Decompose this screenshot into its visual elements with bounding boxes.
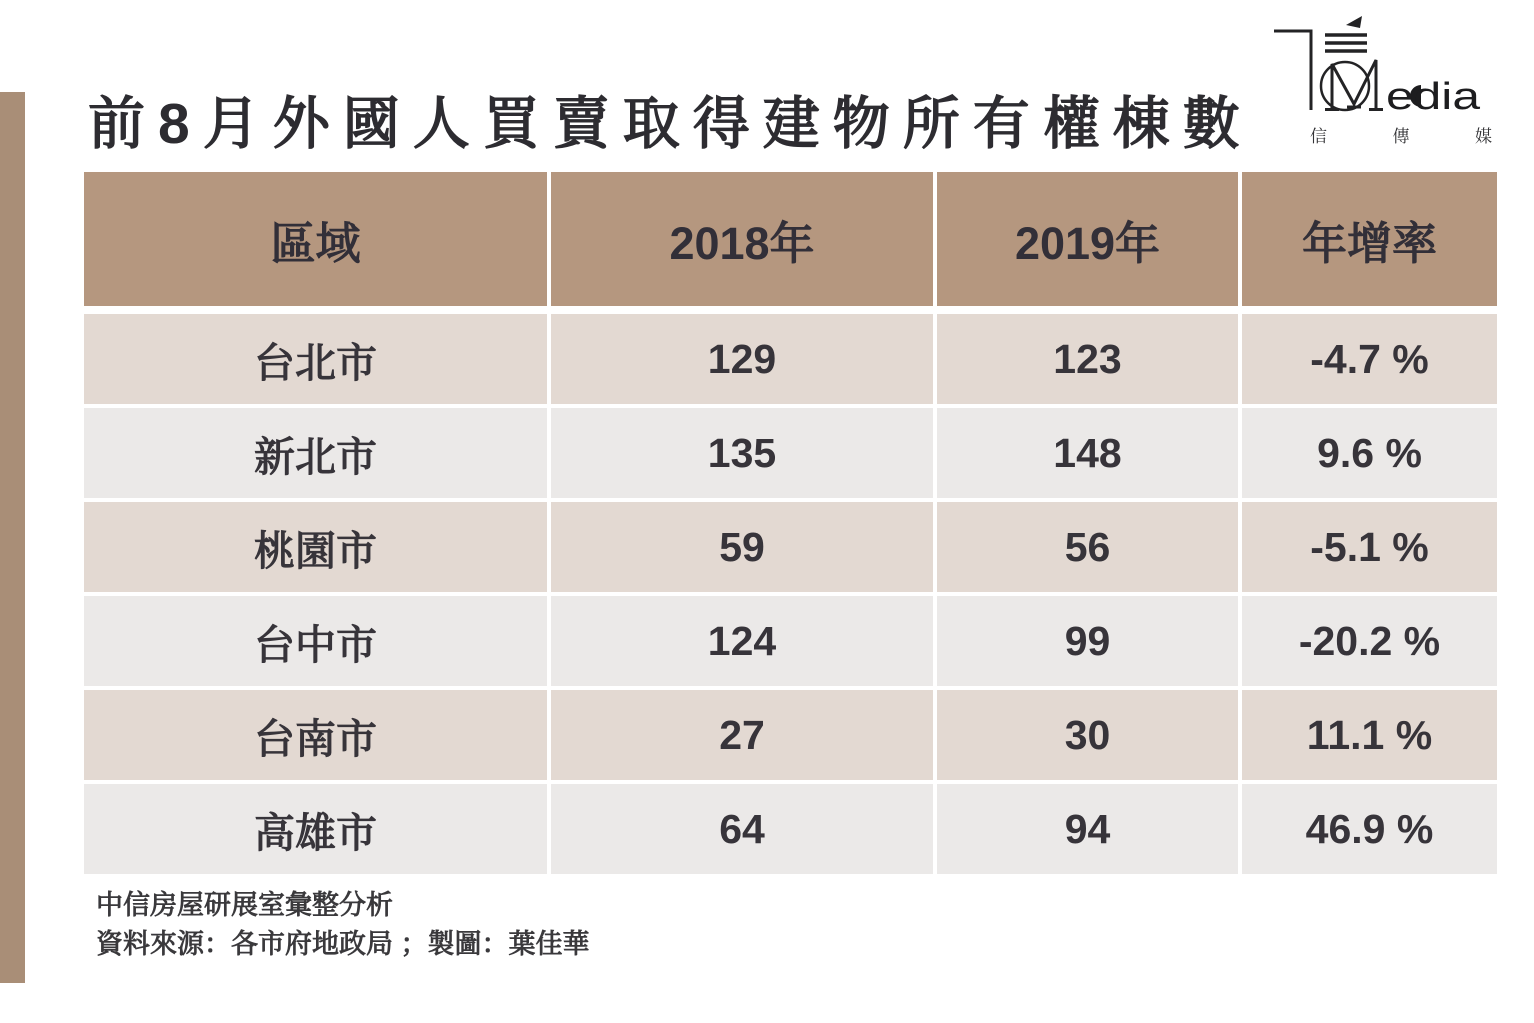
data-table: [84, 172, 1497, 878]
cell-2019: 99: [937, 596, 1238, 686]
col-header-2018: 2018年: [551, 172, 933, 306]
cell-2019: 148: [937, 408, 1238, 498]
page-title: 前8月外國人買賣取得建物所有權棟數: [88, 92, 1253, 157]
cell-yoy: 9.6 %: [1242, 408, 1497, 498]
cell-yoy: 46.9 %: [1242, 784, 1497, 874]
table-row-taipei: [84, 314, 1497, 404]
source-note: [96, 886, 590, 964]
cell-yoy: -4.7 %: [1242, 314, 1497, 404]
cnmedia-logo-icon: [1268, 12, 1496, 148]
table-row-taoyuan: [84, 502, 1497, 592]
cell-yoy: 11.1 %: [1242, 690, 1497, 780]
cell-2018: 27: [551, 690, 933, 780]
source-note-line2: 資料來源：各市府地政局 ；製圖：葉佳華: [96, 929, 590, 960]
cell-2018: 59: [551, 502, 933, 592]
left-accent-bar: [0, 92, 25, 983]
cell-region: 台南市: [84, 690, 547, 780]
table-row-taichung: [84, 596, 1497, 686]
cell-region: 台中市: [84, 596, 547, 686]
table-row-tainan: [84, 690, 1497, 780]
logo-wordmark-text: edia: [1386, 76, 1482, 118]
col-header-2019: 2019年: [937, 172, 1238, 306]
table-row-newtaipei: [84, 408, 1497, 498]
col-header-yoy: 年增率: [1242, 172, 1497, 306]
cell-2019: 94: [937, 784, 1238, 874]
table-header-row: [84, 172, 1497, 306]
cnmedia-logo: [1268, 12, 1496, 148]
cell-2019: 123: [937, 314, 1238, 404]
cell-region: 桃園市: [84, 502, 547, 592]
cell-region: 高雄市: [84, 784, 547, 874]
cell-region: 新北市: [84, 408, 547, 498]
cell-2018: 129: [551, 314, 933, 404]
cell-2019: 56: [937, 502, 1238, 592]
table-row-kaohsiung: [84, 784, 1497, 874]
col-header-region: 區域: [84, 172, 547, 306]
cell-region: 台北市: [84, 314, 547, 404]
logo-subtitle-text: 信傳媒: [1310, 127, 1492, 146]
cell-2018: 135: [551, 408, 933, 498]
cell-yoy: -5.1 %: [1242, 502, 1497, 592]
source-note-line1: 中信房屋研展室彙整分析: [96, 890, 393, 920]
cell-2018: 124: [551, 596, 933, 686]
cell-2019: 30: [937, 690, 1238, 780]
cell-yoy: -20.2 %: [1242, 596, 1497, 686]
cell-2018: 64: [551, 784, 933, 874]
